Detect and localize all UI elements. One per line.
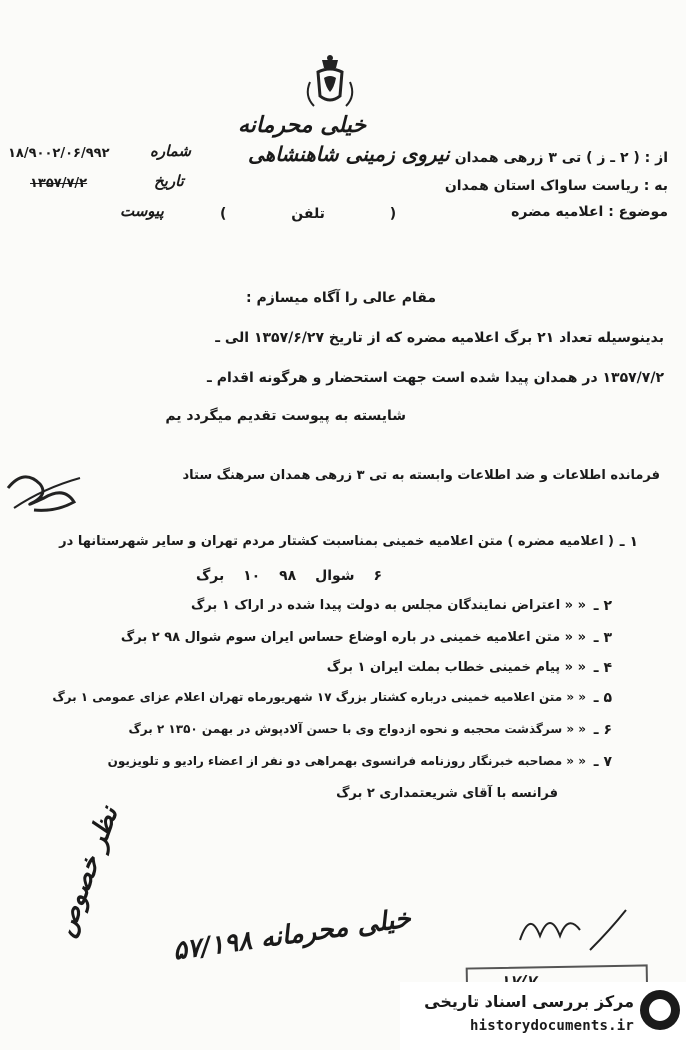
list-item-7-num: ۷ ـ [593, 754, 612, 770]
list-item-4: « « پیام خمینی خطاب بملت ایران ۱ برگ [326, 660, 586, 675]
salutation: مقام عالی را آگاه میسازم : [246, 290, 436, 306]
list-item-3-num: ۳ ـ [593, 630, 612, 646]
list-item-2: « « اعتراض نمایندگان مجلس به دولت پیدا شده در اراک ۱ برگ [191, 598, 586, 613]
list-item-6-num: ۶ ـ [593, 722, 612, 738]
header-phone-label: ( تلفن ) [220, 206, 397, 222]
watermark-url: historydocuments.ir [470, 1018, 634, 1034]
paragraph-line-1: بدینوسیله تعداد ۲۱ برگ اعلامیه مضره که از تاریخ ۱۳۵۷/۶/۲۷ الی ـ [215, 330, 664, 346]
date-value: ۱۳۵۷/۷/۲ [30, 176, 88, 191]
paragraph-line-2: ۱۳۵۷/۷/۲ در همدان پیدا شده است جهت استحضار و هرگونه اقدام ـ [207, 370, 664, 386]
archive-logo-icon [640, 990, 680, 1030]
signature-scribble [4, 458, 84, 518]
attachment-label: پیوست [120, 202, 164, 220]
list-item-1-cont: ۶ شوال ۹۸ ۱۰ برگ [195, 568, 382, 584]
list-item-2-num: ۲ ـ [593, 598, 612, 614]
list-item-6: « « سرگذشت محجبه و نحوه ازدواج وی با حسن آلادپوش در بهمن ۱۳۵۰ ۲ برگ [128, 722, 586, 736]
list-item-5: « « متن اعلامیه خمینی درباره کشتار بزرگ ۱۷ شهریورماه تهران اعلام عزای عمومی ۱ برگ [52, 690, 586, 704]
list-item-1: ( اعلامیه مضره ) متن اعلامیه خمینی بمناسبت کشتار مردم تهران و سایر شهرستانها در [59, 534, 614, 549]
header-organization: نیروی زمینی شاهنشاهی [248, 142, 450, 166]
list-item-4-num: ۴ ـ [593, 660, 612, 676]
watermark-text: مرکز بررسی اسناد تاریخی [424, 992, 634, 1011]
list-item-1-num: ۱ ـ [619, 534, 638, 550]
paragraph-line-3: شایسته به پیوست تقدیم میگردد یم [165, 408, 406, 424]
subject-line: موضوع : اعلامیه مضره [511, 204, 668, 220]
date-label: تاریخ [154, 172, 184, 190]
handwritten-classification: خیلی محرمانه ۵۷/۱۹۸ [171, 903, 413, 967]
imperial-emblem-icon [300, 52, 360, 112]
list-item-7-cont: فرانسه با آقای شریعتمداری ۲ برگ [336, 786, 558, 801]
handwritten-scribble-right [510, 900, 630, 960]
handwritten-note-left: نظر خصوص [50, 802, 125, 941]
list-item-3: « « متن اعلامیه خمینی در باره اوضاع حساس ایران سوم شوال ۹۸ ۲ برگ [120, 630, 586, 645]
signatory-line: فرمانده اطلاعات و ضد اطلاعات وابسته به تی ۳ زرهی همدان سرهنگ ستاد [182, 468, 660, 483]
list-item-5-num: ۵ ـ [593, 690, 612, 706]
list-item-7: « « مصاحبه خبرنگار روزنامه فرانسوی بهمراهی دو نفر از اعضاء رادیو و تلویزیون [107, 754, 586, 768]
header-classification: خیلی محرمانه [238, 112, 367, 138]
number-value: ۱۸/۹۰۰۲/۰۶/۹۹۲ [8, 146, 110, 161]
number-label: شماره [150, 142, 191, 160]
to-line: به : ریاست ساواک استان همدان [444, 178, 668, 194]
from-line: از : ( ۲ ـ ز ) تی ۳ زرهی همدان [454, 150, 668, 166]
